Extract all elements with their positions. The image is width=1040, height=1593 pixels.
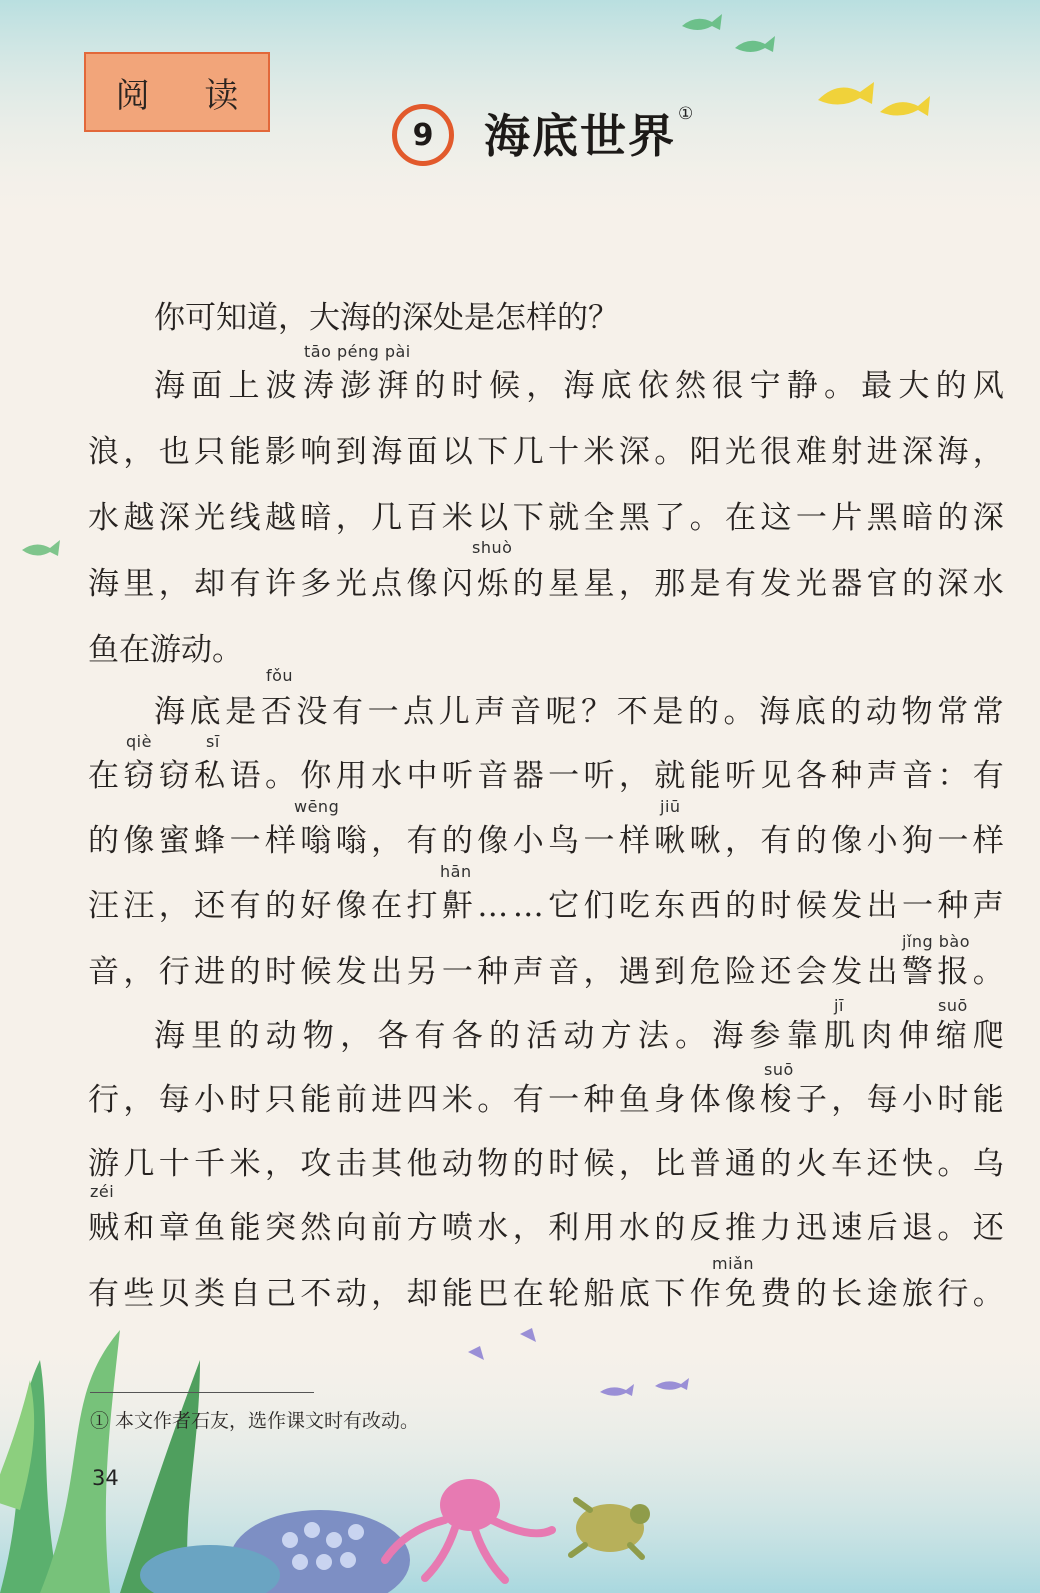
pinyin-annotation: sī bbox=[206, 732, 220, 751]
text-line: 汪 汪 ， 还 有 的 好 像 在 打 鼾 … … 它 们 吃 东 西 的 时 候 发 出 一 种 声 bbox=[88, 888, 1004, 924]
pinyin-annotation: jǐng bào bbox=[902, 932, 971, 951]
pinyin-annotation: jiū bbox=[660, 797, 681, 816]
pinyin-annotation: fǒu bbox=[266, 666, 294, 685]
pinyin-annotation: wēng bbox=[294, 797, 340, 816]
page-number: 34 bbox=[92, 1466, 119, 1490]
footnote-rule bbox=[90, 1392, 314, 1393]
pinyin-annotation: jī bbox=[834, 996, 844, 1015]
text-line: 音 ， 行 进 的 时 候 发 出 另 一 种 声 音 ， 遇 到 危 险 还 会 发 出 警 报 。 bbox=[88, 954, 1004, 990]
pinyin-annotation: shuò bbox=[472, 538, 513, 557]
pinyin-annotation: zéi bbox=[90, 1182, 115, 1201]
pinyin-annotation: qiè bbox=[126, 732, 152, 751]
pinyin-annotation: suō bbox=[764, 1060, 794, 1079]
lesson-title: 海底世界 bbox=[484, 109, 676, 163]
text-line: 在 窃 窃 私 语 。 你 用 水 中 听 音 器 一 听 ， 就 能 听 见 各 种 声 音 ： 有 bbox=[88, 758, 1004, 794]
section-label: 阅 读 bbox=[115, 75, 261, 116]
pinyin-annotation: hān bbox=[440, 862, 472, 881]
footnote: ① 本文作者石友，选作课文时有改动。 bbox=[90, 1410, 420, 1432]
text-line: 鱼在游动。 bbox=[88, 632, 243, 668]
text-line: 有 些 贝 类 自 己 不 动 ， 却 能 巴 在 轮 船 底 下 作 免 费 的 长 途 旅 行 。 bbox=[88, 1276, 1004, 1312]
text-line: 海 面 上 波 涛 澎 湃 的 时 候 ， 海 底 依 然 很 宁 静 。 最 大 的 风 bbox=[154, 368, 1004, 404]
text-line: 海 里 的 动 物 ， 各 有 各 的 活 动 方 法 。 海 参 靠 肌 肉 伸 缩 爬 bbox=[154, 1018, 1004, 1054]
text-line: 浪 ， 也 只 能 影 响 到 海 面 以 下 几 十 米 深 。 阳 光 很 难 射 进 深 海 ， bbox=[88, 434, 1004, 470]
text-line: 的 像 蜜 蜂 一 样 嗡 嗡 ， 有 的 像 小 鸟 一 样 啾 啾 ， 有 的 像 小 狗 一 样 bbox=[88, 823, 1004, 859]
text-line: 海 里 ， 却 有 许 多 光 点 像 闪 烁 的 星 星 ， 那 是 有 发 光 器 官 的 深 水 bbox=[88, 566, 1004, 602]
text-line: 游 几 十 千 米 ， 攻 击 其 他 动 物 的 时 候 ， 比 普 通 的 火 车 还 快 。 乌 bbox=[88, 1146, 1004, 1182]
pinyin-annotation: tāo péng pài bbox=[304, 342, 411, 361]
text-line: 贼 和 章 鱼 能 突 然 向 前 方 喷 水 ， 利 用 水 的 反 推 力 迅 速 后 退 。 还 bbox=[88, 1210, 1004, 1246]
text-line: 水 越 深 光 线 越 暗 ， 几 百 米 以 下 就 全 黑 了 。 在 这 一 片 黑 暗 的 深 bbox=[88, 500, 1004, 536]
section-tag bbox=[84, 52, 270, 132]
title-footnote-mark: ① bbox=[678, 104, 694, 124]
lesson-number-badge: 9 bbox=[392, 104, 454, 166]
text-line: 海 底 是 否 没 有 一 点 儿 声 音 呢 ？ 不 是 的 。 海 底 的 动 物 常 常 bbox=[154, 694, 1004, 730]
text-line: 你可知道，大海的深处是怎样的？ bbox=[154, 300, 619, 336]
pinyin-annotation: miǎn bbox=[712, 1254, 754, 1273]
text-line: 行 ， 每 小 时 只 能 前 进 四 米 。 有 一 种 鱼 身 体 像 梭 子 ， 每 小 时 能 bbox=[88, 1082, 1004, 1118]
pinyin-annotation: suō bbox=[938, 996, 968, 1015]
